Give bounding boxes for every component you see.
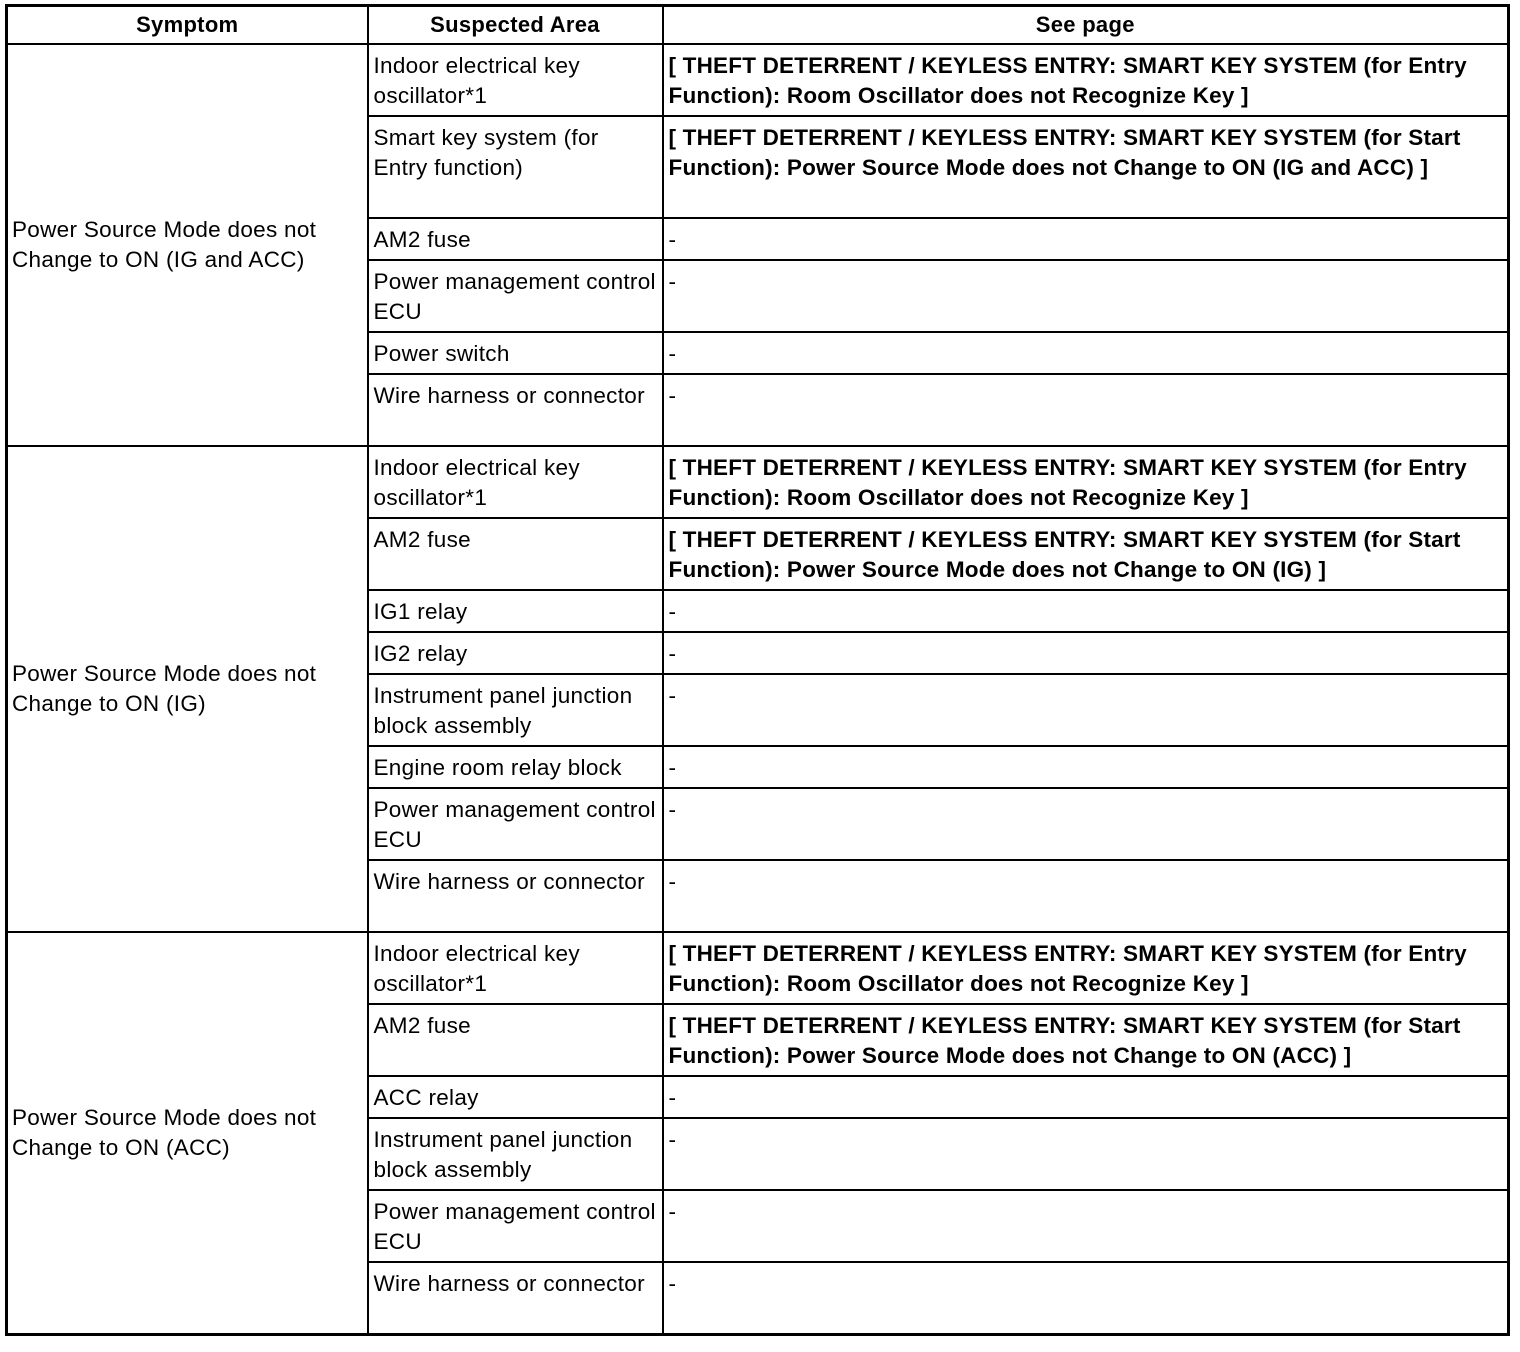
suspected-area-cell: Wire harness or connector: [368, 860, 663, 932]
symptom-cell: Power Source Mode does not Change to ON (IG and ACC): [7, 44, 368, 446]
see-page-cell: -: [663, 1190, 1509, 1262]
see-page-cell: -: [663, 590, 1509, 632]
table-row: [7, 44, 1509, 116]
see-page-cell: -: [663, 674, 1509, 746]
suspected-area-cell: IG2 relay: [368, 632, 663, 674]
suspected-area-cell: Power management control ECU: [368, 260, 663, 332]
see-page-link[interactable]: [ THEFT DETERRENT / KEYLESS ENTRY: SMART KEY SYSTEM (for Start Function): Power Source Mode does not Change to ON (IG and ACC) ]: [663, 116, 1509, 218]
see-page-link[interactable]: [ THEFT DETERRENT / KEYLESS ENTRY: SMART KEY SYSTEM (for Entry Function): Room Oscillator does not Recognize Key ]: [663, 932, 1509, 1004]
suspected-area-cell: IG1 relay: [368, 590, 663, 632]
suspected-area-cell: Indoor electrical key oscillator*1: [368, 932, 663, 1004]
table-row: [7, 932, 1509, 1004]
suspected-area-cell: Wire harness or connector: [368, 1262, 663, 1335]
suspected-area-cell: Engine room relay block: [368, 746, 663, 788]
suspected-area-cell: Power switch: [368, 332, 663, 374]
symptom-cell: Power Source Mode does not Change to ON (ACC): [7, 932, 368, 1335]
see-page-link[interactable]: [ THEFT DETERRENT / KEYLESS ENTRY: SMART KEY SYSTEM (for Entry Function): Room Oscillator does not Recognize Key ]: [663, 446, 1509, 518]
symptom-cell: Power Source Mode does not Change to ON (IG): [7, 446, 368, 932]
suspected-area-cell: AM2 fuse: [368, 518, 663, 590]
suspected-area-cell: Wire harness or connector: [368, 374, 663, 446]
header-see-page: See page: [663, 6, 1509, 45]
suspected-area-cell: Smart key system (for Entry function): [368, 116, 663, 218]
suspected-area-cell: Instrument panel junction block assembly: [368, 1118, 663, 1190]
header-row: [7, 6, 1509, 45]
see-page-cell: -: [663, 1076, 1509, 1118]
see-page-cell: -: [663, 746, 1509, 788]
suspected-area-cell: Indoor electrical key oscillator*1: [368, 446, 663, 518]
see-page-cell: -: [663, 788, 1509, 860]
see-page-cell: -: [663, 374, 1509, 446]
table-row: [7, 446, 1509, 518]
suspected-area-cell: AM2 fuse: [368, 218, 663, 260]
see-page-cell: -: [663, 332, 1509, 374]
see-page-cell: -: [663, 260, 1509, 332]
header-suspected-area: Suspected Area: [368, 6, 663, 45]
see-page-link[interactable]: [ THEFT DETERRENT / KEYLESS ENTRY: SMART KEY SYSTEM (for Start Function): Power Source Mode does not Change to ON (ACC) ]: [663, 1004, 1509, 1076]
header-symptom: Symptom: [7, 6, 368, 45]
see-page-cell: -: [663, 218, 1509, 260]
symptom-table: [5, 4, 1510, 1336]
see-page-cell: -: [663, 1118, 1509, 1190]
suspected-area-cell: Power management control ECU: [368, 788, 663, 860]
suspected-area-cell: Instrument panel junction block assembly: [368, 674, 663, 746]
see-page-cell: -: [663, 1262, 1509, 1335]
suspected-area-cell: ACC relay: [368, 1076, 663, 1118]
suspected-area-cell: Indoor electrical key oscillator*1: [368, 44, 663, 116]
see-page-cell: -: [663, 860, 1509, 932]
suspected-area-cell: Power management control ECU: [368, 1190, 663, 1262]
suspected-area-cell: AM2 fuse: [368, 1004, 663, 1076]
see-page-link[interactable]: [ THEFT DETERRENT / KEYLESS ENTRY: SMART KEY SYSTEM (for Start Function): Power Source Mode does not Change to ON (IG) ]: [663, 518, 1509, 590]
see-page-link[interactable]: [ THEFT DETERRENT / KEYLESS ENTRY: SMART KEY SYSTEM (for Entry Function): Room Oscillator does not Recognize Key ]: [663, 44, 1509, 116]
see-page-cell: -: [663, 632, 1509, 674]
